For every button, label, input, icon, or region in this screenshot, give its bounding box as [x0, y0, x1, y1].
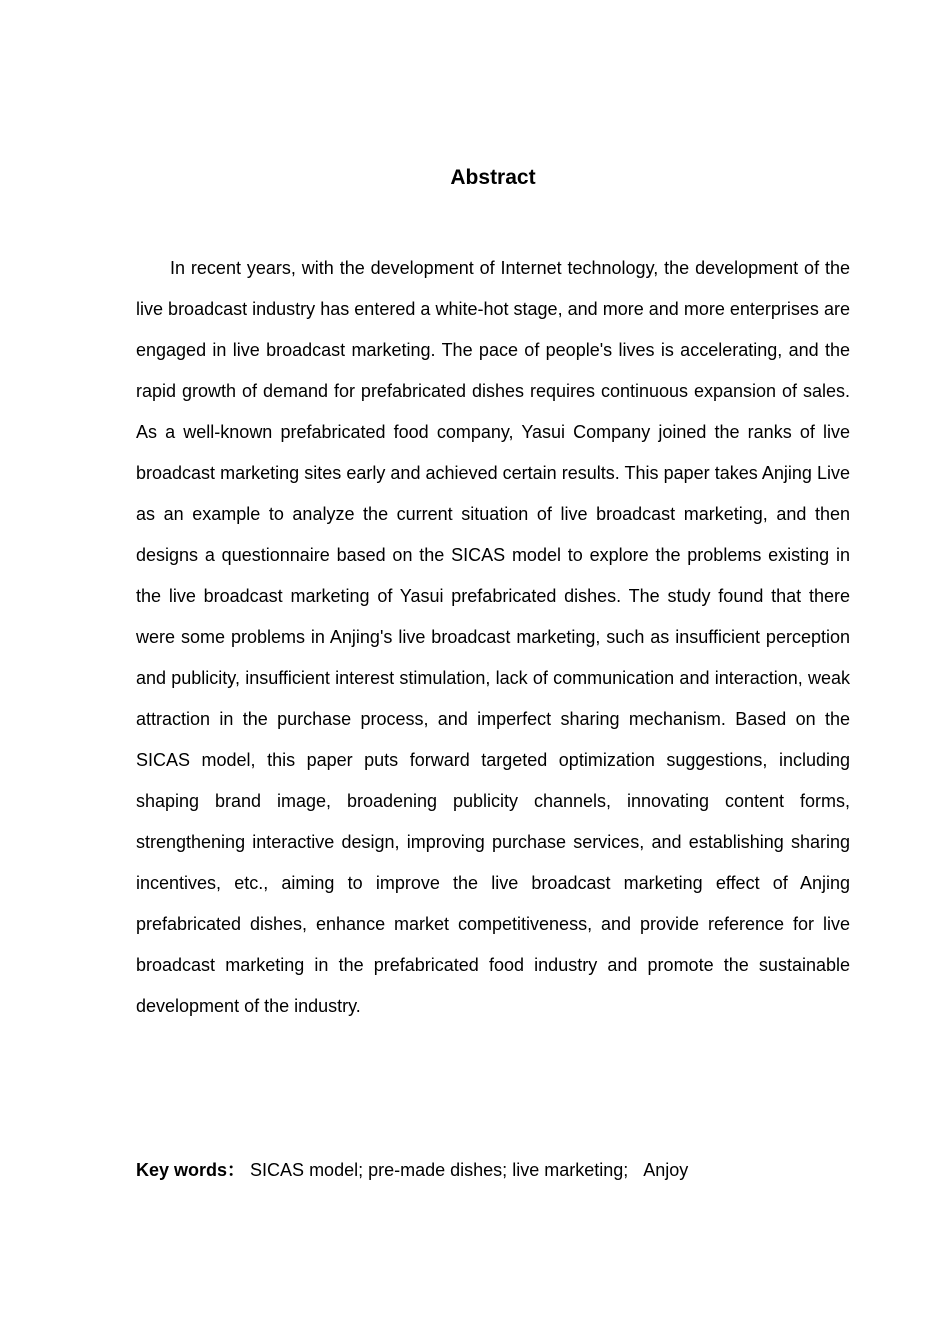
- abstract-paragraph: In recent years, with the development of Internet technology, the development of the live broadcast industry has entered a white-hot stage, and more and more enterprises are engaged in live broadcast marketing. The pace of people's lives is accelerating, and the rapid growth of demand for prefabricated dishes requires continuous expansion of sales. As a well-known prefabricated food company, Yasui Company joined the ranks of live broadcast marketing sites early and achieved certain results. This paper takes Anjing Live as an example to analyze the current situation of live broadcast marketing, and then designs a questionnaire based on the SICAS model to explore the problems existing in the live broadcast marketing of Yasui prefabricated dishes. The study found that there were some problems in Anjing's live broadcast marketing, such as insufficient perception and publicity, insufficient interest stimulation, lack of communication and interaction, weak attraction in the purchase process, and imperfect sharing mechanism. Based on the SICAS model, this paper puts forward targeted optimization suggestions, including shaping brand image, broadening publicity channels, innovating content forms, strengthening interactive design, improving purchase services, and establishing sharing incentives, etc., aiming to improve the live broadcast marketing effect of Anjing prefabricated dishes, enhance market competitiveness, and provide reference for live broadcast marketing in the prefabricated food industry and promote the sustainable development of the industry.: [136, 258, 850, 1016]
- keyword-item: live marketing;: [512, 1160, 629, 1180]
- page-title: Abstract: [450, 166, 536, 189]
- keywords-line: [136, 1156, 850, 1184]
- keywords-label: Key words：: [136, 1160, 246, 1180]
- keyword-item: pre-made dishes;: [368, 1160, 508, 1180]
- keyword-item: Anjoy: [643, 1160, 689, 1180]
- keyword-item: SICAS model;: [250, 1160, 364, 1180]
